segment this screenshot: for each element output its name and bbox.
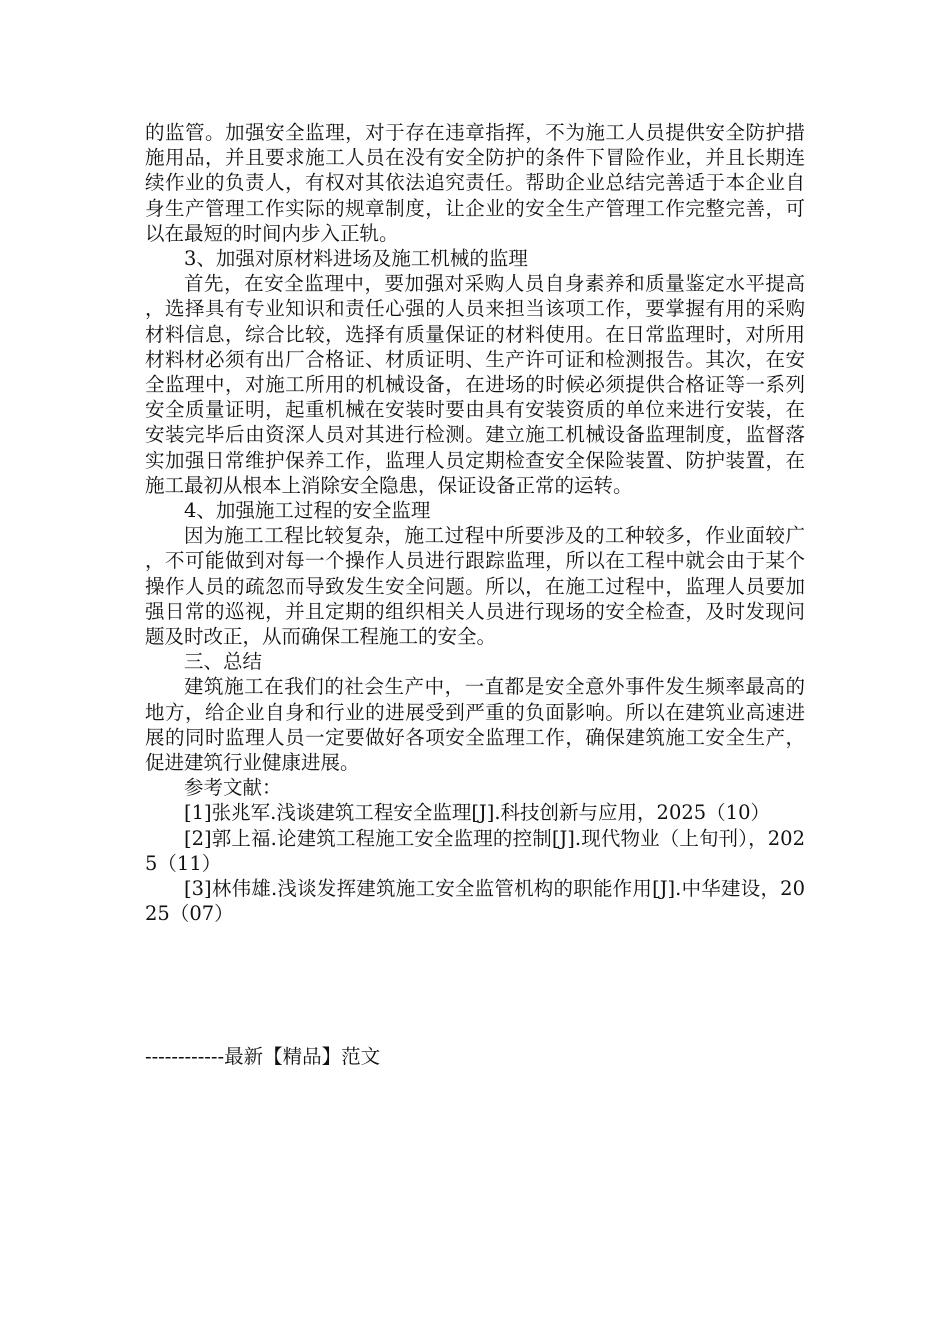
body-paragraph: 因为施工工程比较复杂，施工过程中所要涉及的工种较多，作业面较广，不可能做到对每一个操作人员进行跟踪监理，所以在工程中就会由于某个操作人员的疏忽而导致发生安全问题。所以，在施工过程中，监理人员要加强日常的巡视，并且定期的组织相关人员进行现场的安全检查，及时发现问题及时改正，从而确保工程施工的安全。 — [145, 524, 805, 649]
reference-item: [1]张兆军.浅谈建筑工程安全监理[J].科技创新与应用，2025（10） — [184, 801, 770, 825]
section-heading: 三、总结 — [184, 650, 263, 674]
section-heading: 4、加强施工过程的安全监理 — [184, 499, 431, 523]
footer-banner: ------------最新【精品】范文 — [145, 1045, 381, 1068]
body-paragraph: 首先，在安全监理中，要加强对采购人员自身素养和质量鉴定水平提高，选择具有专业知识和责任心强的人员来担当该项工作，要掌握有用的采购材料信息，综合比较，选择有质量保证的材料使用。在日常监理时，对所用材料材必须有出厂合格证、材质证明、生产许可证和检测报告。其次，在安全监理中，对施工所用的机械设备，在进场的时候必须提供合格证等一系列安全质量证明，起重机械在安装时要由具有安装资质的单位来进行安装，在安装完毕后由资深人员对其进行检测。建立施工机械设备监理制度，监督落实加强日常维护保养工作，监理人员定期检查安全保险装置、防护装置，在施工最初从根本上消除安全隐患，保证设备正常的运转。 — [145, 272, 805, 497]
body-paragraph: 的监管。加强安全监理，对于存在违章指挥，不为施工人员提供安全防护措施用品，并且要求施工人员在没有安全防护的条件下冒险作业，并且长期连续作业的负责人，有权对其依法追究责任。帮助企业总结完善适于本企业自身生产管理工作实际的规章制度，让企业的安全生产管理工作完整完善，可以在最短的时间内步入正轨。 — [145, 121, 805, 245]
document-body — [145, 120, 805, 927]
references-heading: 参考文献： — [184, 776, 282, 800]
reference-item: [3]林伟雄.浅谈发挥建筑施工安全监管机构的职能作用[J].中华建设，2025（07） — [145, 877, 805, 926]
body-paragraph: 建筑施工在我们的社会生产中，一直都是安全意外事件发生频率最高的地方，给企业自身和行业的进展受到严重的负面影响。所以在建筑业高速进展的同时监理人员一定要做好各项安全监理工作，确保建筑施工安全生产，促进建筑行业健康进展。 — [145, 675, 805, 775]
section-heading: 3、加强对原材料进场及施工机械的监理 — [184, 247, 528, 271]
reference-item: [2]郭上福.论建筑工程施工安全监理的控制[J].现代物业（上旬刊），2025（11） — [145, 826, 805, 875]
